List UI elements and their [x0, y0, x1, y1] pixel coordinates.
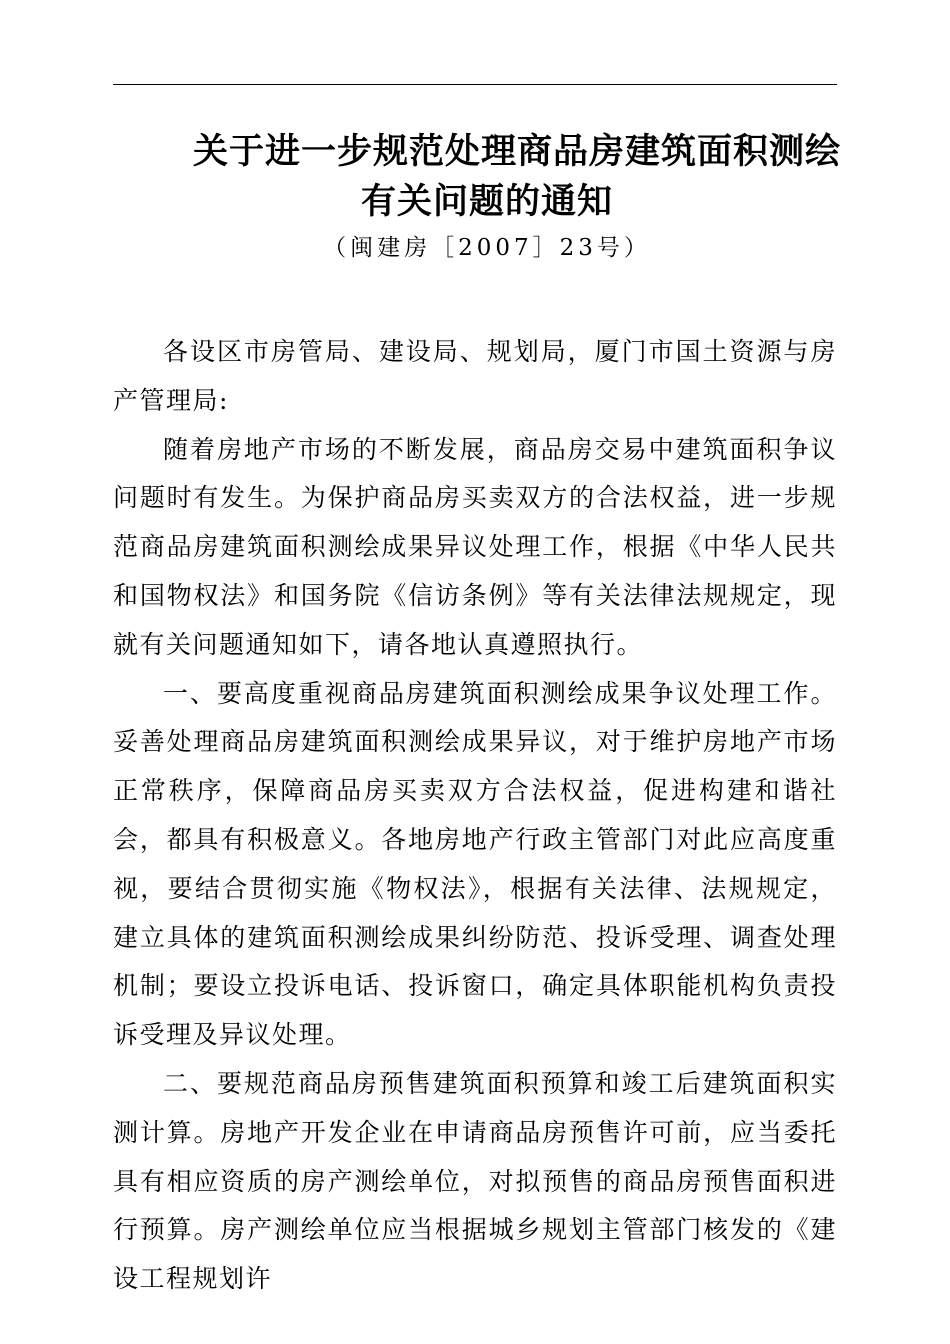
header-rule: [113, 84, 837, 85]
document-title-line-1: 关于进一步规范处理商品房建筑面积测绘: [193, 132, 842, 172]
document-body: [113, 328, 837, 1304]
section-1-paragraph: 一、要高度重视商品房建筑面积测绘成果争议处理工作。妥善处理商品房建筑面积测绘成果异议，对于维护房地产市场正常秩序，保障商品房买卖双方合法权益，促进构建和谐社会，都具有积极意义。各地房地产行政主管部门对此应高度重视，要结合贯彻实施《物权法》，根据有关法律、法规规定，建立具体的建筑面积测绘成果纠纷防范、投诉受理、调查处理机制；要设立投诉电话、投诉窗口，确定具体职能机构负责投诉受理及异议处理。: [113, 678, 837, 1050]
intro-paragraph: 随着房地产市场的不断发展，商品房交易中建筑面积争议问题时有发生。为保护商品房买卖双方的合法权益，进一步规范商品房建筑面积测绘成果异议处理工作，根据《中华人民共和国物权法》和国务院《信访条例》等有关法律法规规定，现就有关问题通知如下，请各地认真遵照执行。: [113, 434, 837, 659]
section-2-paragraph: 二、要规范商品房预售建筑面积预算和竣工后建筑面积实测计算。房地产开发企业在申请商品房预售许可前，应当委托具有相应资质的房产测绘单位，对拟预售的商品房预售面积进行预算。房产测绘单位应当根据城乡规划主管部门核发的《建设工程规划许: [113, 1068, 837, 1294]
document-number: （闽建房［2007］23号）: [323, 235, 651, 261]
salutation-paragraph: 各设区市房管局、建设局、规划局，厦门市国土资源与房产管理局:: [113, 337, 837, 415]
document-title-line-2: 有关问题的通知: [360, 182, 613, 222]
